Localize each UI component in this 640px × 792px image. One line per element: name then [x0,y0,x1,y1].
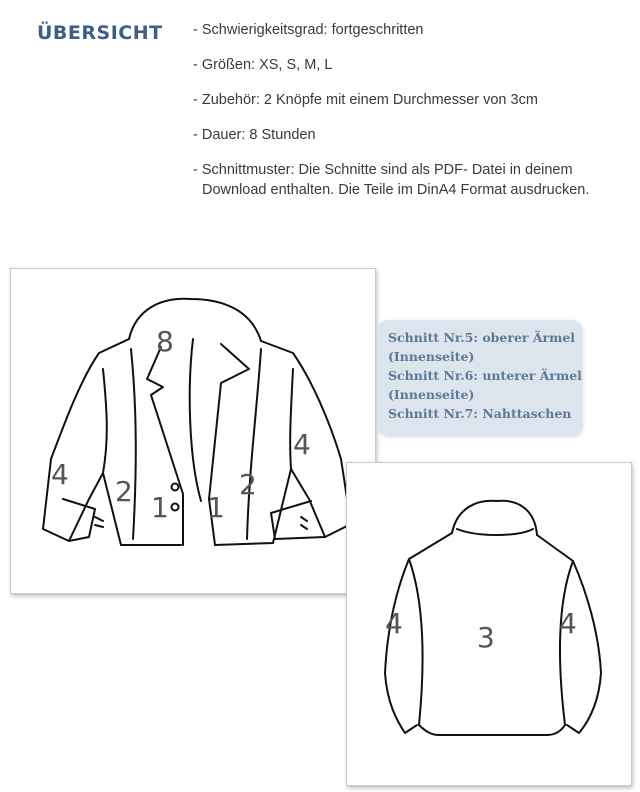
label-piece-1-left: 1 [151,491,169,524]
pattern-pieces-note [378,320,582,436]
back-hem [419,725,565,735]
jacket-front-illustration [10,268,376,594]
label-piece-2-left: 2 [115,475,133,508]
label-back-piece-3: 3 [477,621,495,654]
jacket-back-illustration [346,462,632,786]
note-line-inner-1: (Innenseite) [388,349,475,364]
spec-list [193,20,633,215]
back-collar [452,501,537,535]
jacket-button-bottom [172,504,179,511]
note-line-seam-pockets: Schnitt Nr.7: Nahttaschen [388,406,572,421]
spec-accessories: - Zubehör: 2 Knöpfe mit einem Durchmesser von 3cm [193,92,538,108]
jacket-right-outline [215,341,351,545]
spec-difficulty: - Schwierigkeitsgrad: fortgeschritten [193,22,424,38]
label-piece-4-left: 4 [51,458,69,491]
label-back-piece-4-right: 4 [559,607,577,640]
jacket-left-lapel [147,347,183,494]
label-piece-2-right: 2 [239,468,257,501]
spec-pattern: - Schnittmuster: Die Schnitte sind als PDF- Datei in deinem Download enthalten. Die Teile im DinA4 Format ausdrucken. [193,162,590,198]
note-line-inner-2: (Innenseite) [388,387,475,402]
jacket-button-top [172,484,179,491]
note-line-lower-sleeve: Schnitt Nr.6: unterer Ärmel [388,368,582,383]
label-piece-1-right: 1 [207,491,225,524]
spec-sizes: - Größen: XS, S, M, L [193,57,333,73]
jacket-collar [129,299,261,341]
jacket-drawing [11,269,375,593]
label-piece-4-right: 4 [293,428,311,461]
jacket-back-drawing [347,463,631,785]
label-back-piece-4-left: 4 [385,607,403,640]
note-line-upper-sleeve: Schnitt Nr.5: oberer Ärmel [388,330,576,345]
page-heading: ÜBERSICHT [37,22,163,44]
label-piece-8: 8 [156,325,174,358]
jacket-center-seam [190,339,201,501]
spec-duration: - Dauer: 8 Stunden [193,127,316,143]
